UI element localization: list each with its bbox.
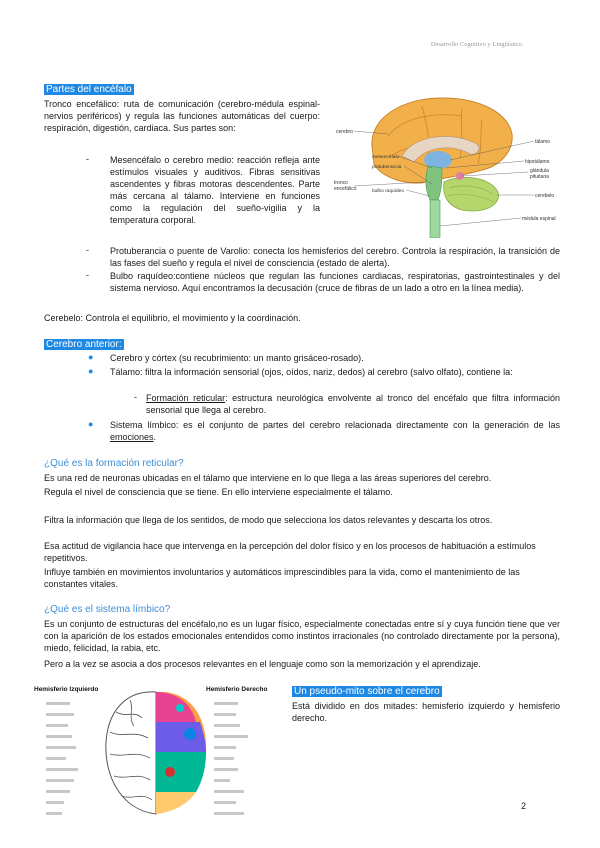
label-talamo: tálamo [535,139,551,145]
limbico-p2: Pero a la vez se asocia a dos procesos relevantes en el lenguaje como son la memorización y el aprendizaje. [44,659,481,669]
label-protuberancia: protuberancia [372,165,402,170]
dash-marker: - [86,245,89,255]
bullet-talamo: Tálamo: filtra la información sensorial (ojos, oídos, nariz, dedos) al cerebro (salvo olfato), contiene la: [110,367,513,377]
reticular-p3: Filtra la información que llega de los sentidos, de modo que selecciona los datos relevantes y descarta los otros. [44,515,493,525]
reticular-p4: Esa actitud de vigilancia hace que intervenga en la percepción del dolor físico y en los procesos de habituación a estímulos repetitivos. [44,541,536,564]
dash-marker: - [86,154,89,164]
section-title-cerebro-anterior: Cerebro anterior: [46,339,122,350]
section-title-pseudo-mito: Un pseudo-mito sobre el cerebro [294,686,440,697]
label-medula: médula espinal [522,216,556,222]
question-formacion-reticular: ¿Qué es la formación reticular? [44,458,184,469]
item-mesencefalo: Mesencéfalo o cerebro medio: reacción refleja ante estímulos visuales y auditivos. Fibras sensitivas ascendentes y fibras motoras descendentes. Parte más cercana al tálamo. Interviene en funciones como la regulación del sueño-vigilia y la temperatura corporal. [110,155,320,226]
label-cerebro: cerebro [336,129,353,135]
reticular-p1: Es una red de neuronas ubicadas en el tálamo que interviene en lo que llega a las áreas superiores del cerebro. [44,473,492,483]
bullet-marker: ● [88,366,94,376]
myth-text: Está dividido en dos mitades: hemisferio izquierdo y hemisferio derecho. [292,701,560,724]
reticular-p5: Influye también en movimientos involuntarios y automáticos imprescindibles para la vida, como el mantenimiento de las constantes vitales. [44,567,520,590]
dash-marker: - [86,270,89,280]
page-number: 2 [520,801,526,811]
question-sistema-limbico: ¿Qué es el sistema límbico? [44,604,171,615]
reticular-p2: Regula el nivel de consciencia que se tiene. En ello interviene especialmente el tálamo. [44,487,393,497]
section-title-partes: Partes del encéfalo [46,84,132,95]
right-hemisphere-title: Hemisferio Derecho [206,686,268,693]
label-tronco: tronco [334,180,348,186]
bullet-sistema-limbico: Sistema límbico: es el conjunto de partes del cerebro relacionada directamente con la generación de las emociones. [110,420,560,443]
label-glandula: glándula [530,168,549,174]
label-cerebelo: cerebelo [535,193,555,199]
bullet-cerebro-cortex: Cerebro y córtex (su recubrimiento: un manto grisáceo-rosado). [110,353,364,363]
item-bulbo: Bulbo raquídeo:contiene núcleos que regulan las funciones cardiacas, respiratorias, gastrointestinales y del sistema nervioso. Aquí encontramos la decusación (cruce de fibras de un lado a otro en la línea media). [110,271,560,294]
tronco-intro: Tronco encefálico: ruta de comunicación (cerebro-médula espinal- nervios periféricos) y regula las funciones automáticas del cuerpo: respiración, digestión, cardiaca. Sus partes son: [44,99,320,134]
hemispheres-diagram [30,682,282,822]
cerebelo-text: Cerebelo: Controla el equilibrio, el movimiento y la coordinación. [44,313,301,323]
label-bulbo: bulbo raquídeo [372,189,405,194]
left-hemisphere-title: Hemisferio Izquierdo [34,686,99,693]
header-note: Desarrollo Cognitivo y Lingüístico [430,41,522,48]
sub-formacion-reticular: Formación reticular: estructura neurológica envolvente al tronco del encéfalo que filtra información sensorial que llega al cerebro. [146,393,561,416]
brain-diagram [332,96,564,238]
dash-marker: - [134,392,137,402]
label-encefalico: encefálico [334,186,357,192]
bullet-marker: ● [88,352,94,362]
limbico-p1: Es un conjunto de estructuras del encéfalo,no es un lugar físico, especialmente conectadas entre sí y cuya función tiene que ver con la aparición de los estados emocionales entendidos como instintos irracionales (no controlado directamente por la persona), miedo, felicidad, la rabia, etc. [44,619,560,654]
bullet-marker: ● [88,419,94,429]
label-hipotalamo: hipotálamo [525,159,550,165]
item-protuberancia: Protuberancia o puente de Varolio: conecta los hemisferios del cerebro. Controla la respiración, la transición de las fases del sueño y regula el nivel de consciencia (estado de alerta). [110,246,560,269]
label-mesencefalo: mesencéfalo [372,155,400,160]
label-pituitaria: pituitaria [530,174,549,180]
